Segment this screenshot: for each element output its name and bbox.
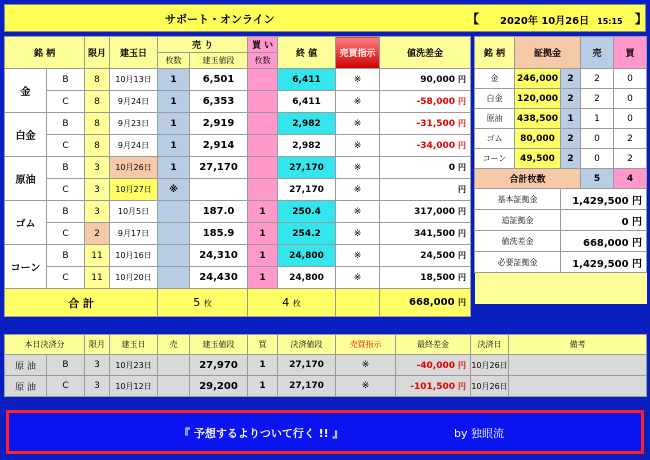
margin-amount: 120,000: [515, 89, 561, 109]
bottom-header-biko: 備考: [509, 335, 647, 355]
banner-message: 『 予想するよりついて行く !! 』: [179, 427, 344, 440]
side-header-meigara: 銘 柄: [475, 37, 515, 69]
margin-table: [474, 36, 647, 304]
row-month: 11: [85, 245, 110, 267]
row-signal: ※: [336, 267, 380, 289]
side-header-uri: 売: [581, 37, 614, 69]
summary-value: 1,429,500 円: [561, 189, 647, 210]
side-header-shokokin: 証拠金: [515, 37, 581, 69]
row-diff-yen: 円: [458, 163, 467, 172]
summary-row: [475, 231, 647, 252]
bracket-close: 】: [635, 12, 648, 26]
margin-sell: 1: [581, 109, 614, 129]
row-diff-yen: 円: [458, 251, 467, 260]
settled-commodity: 原 油: [5, 376, 47, 397]
row-diff-value: 18,500: [420, 273, 456, 283]
row-bc: B: [47, 157, 85, 179]
row-date: 9月24日: [110, 135, 158, 157]
total-label: 合 計: [5, 289, 158, 317]
row-signal: ※: [336, 135, 380, 157]
row-buy-count: [248, 135, 278, 157]
row-diff: [380, 135, 471, 157]
margin-count: 2: [561, 89, 581, 109]
row-diff-yen: 円: [458, 273, 467, 282]
row-sell-count: [158, 267, 190, 289]
bottom-header-uri: 売: [158, 335, 190, 355]
margin-sell: 2: [581, 69, 614, 89]
datetime: [500, 12, 623, 27]
row-signal: ※: [336, 157, 380, 179]
row-diff-yen: 円: [458, 119, 467, 128]
table-row: [5, 223, 471, 245]
row-month: 3: [85, 179, 110, 201]
margin-sell: 0: [581, 129, 614, 149]
summary-label: 値洗差金: [475, 231, 561, 252]
row-signal: ※: [336, 69, 380, 91]
bottom-header-kessai-nedan: 決済値段: [278, 335, 336, 355]
margin-amount: 49,500: [515, 149, 561, 169]
bottom-header-baibai: 売買指示: [336, 335, 396, 355]
settled-note: [509, 355, 647, 376]
settled-buy: 1: [248, 376, 278, 397]
summary-label: 追証拠金: [475, 210, 561, 231]
row-date: 10月13日: [110, 69, 158, 91]
settled-sell: [158, 376, 190, 397]
title-bar: [4, 4, 646, 32]
total-buy-value: 4: [282, 296, 290, 309]
settled-date: 10月12日: [110, 376, 158, 397]
row-diff: [380, 223, 471, 245]
table-row: [5, 245, 471, 267]
summary-label: 必要証拠金: [475, 252, 561, 273]
margin-commodity: 原油: [475, 109, 515, 129]
margin-count: 1: [561, 109, 581, 129]
row-close: 6,411: [278, 91, 336, 113]
table-row: [5, 69, 471, 91]
row-bc: B: [47, 201, 85, 223]
time-text: 15:15: [597, 17, 623, 26]
row-month: 3: [85, 157, 110, 179]
margin-commodity: コーン: [475, 149, 515, 169]
row-diff: [380, 179, 471, 201]
settled-kdate: 10月26日: [471, 376, 509, 397]
summary-value: 668,000 円: [561, 231, 647, 252]
row-close: 254.2: [278, 223, 336, 245]
row-diff-value: -58,000: [416, 97, 456, 107]
settled-final: [396, 355, 471, 376]
row-price: 185.9: [190, 223, 248, 245]
settled-kdate: 10月26日: [471, 355, 509, 376]
margin-amount: 80,000: [515, 129, 561, 149]
margin-buy: 2: [614, 129, 647, 149]
row-diff-value: -31,500: [416, 119, 456, 129]
settled-row: [5, 355, 647, 376]
table-row: [5, 135, 471, 157]
row-price: 187.0: [190, 201, 248, 223]
row-diff-value: 317,000: [414, 207, 456, 217]
row-signal: ※: [336, 179, 380, 201]
total-sell-unit: 枚: [203, 299, 212, 308]
row-bc: C: [47, 267, 85, 289]
margin-count: 2: [561, 129, 581, 149]
row-date: 10月16日: [110, 245, 158, 267]
total-blank: [336, 289, 380, 317]
table-row: [5, 201, 471, 223]
row-diff-value: -34,000: [416, 141, 456, 151]
margin-count: 2: [561, 69, 581, 89]
row-date: 9月17日: [110, 223, 158, 245]
row-signal: ※: [336, 223, 380, 245]
row-close: 2,982: [278, 113, 336, 135]
row-bc: C: [47, 179, 85, 201]
header-sasa: 値洗差金: [380, 37, 471, 69]
commodity-name: 原油: [5, 157, 47, 201]
bottom-header-nedan: 建玉値段: [190, 335, 248, 355]
margin-row: [475, 129, 647, 149]
row-month: 8: [85, 135, 110, 157]
margin-row: [475, 89, 647, 109]
settled-signal: ※: [336, 376, 396, 397]
row-close: 250.4: [278, 201, 336, 223]
settled-date: 10月23日: [110, 355, 158, 376]
row-price: 24,430: [190, 267, 248, 289]
margin-buy: 0: [614, 69, 647, 89]
settled-month: 3: [85, 376, 110, 397]
settled-settle-price: 27,170: [278, 355, 336, 376]
row-diff-yen: 円: [458, 207, 467, 216]
total-sell: [158, 289, 248, 317]
commodity-name: ゴム: [5, 201, 47, 245]
row-diff-yen: 円: [458, 141, 467, 150]
header-owarine: 終 値: [278, 37, 336, 69]
row-diff: [380, 113, 471, 135]
row-buy-count: 1: [248, 223, 278, 245]
total-buy-unit: 枚: [292, 299, 301, 308]
margin-buy: 2: [614, 149, 647, 169]
settled-final-yen: 円: [458, 381, 466, 391]
row-sell-count: 1: [158, 113, 190, 135]
row-buy-count: 1: [248, 201, 278, 223]
summary-row: [475, 210, 647, 231]
bottom-header-kai: 買: [248, 335, 278, 355]
row-date: 10月5日: [110, 201, 158, 223]
row-price: 24,310: [190, 245, 248, 267]
row-month: 8: [85, 113, 110, 135]
margin-commodity: 白金: [475, 89, 515, 109]
row-diff-yen: 円: [458, 185, 467, 194]
row-diff: [380, 267, 471, 289]
margin-amount: 438,500: [515, 109, 561, 129]
settled-settle-price: 27,170: [278, 376, 336, 397]
side-spacer: [475, 273, 647, 304]
row-diff-value: 341,500: [414, 229, 456, 239]
row-date: 9月23日: [110, 113, 158, 135]
side-header-kai: 買: [614, 37, 647, 69]
table-row: [5, 91, 471, 113]
row-diff-yen: 円: [458, 229, 467, 238]
commodity-name: 白金: [5, 113, 47, 157]
signal-header-button[interactable]: 売買指示: [336, 37, 380, 69]
row-buy-count: [248, 91, 278, 113]
settled-table: [4, 334, 647, 397]
margin-commodity: 金: [475, 69, 515, 89]
total-diff-yen: 円: [458, 298, 467, 307]
row-buy-count: [248, 179, 278, 201]
bottom-header-tategyokubi: 建玉日: [110, 335, 158, 355]
row-month: 8: [85, 69, 110, 91]
row-close: 2,982: [278, 135, 336, 157]
row-bc: C: [47, 91, 85, 113]
settled-final-yen: 円: [458, 360, 466, 370]
summary-row: [475, 252, 647, 273]
row-date: 10月27日: [110, 179, 158, 201]
summary-value: 1,429,500 円: [561, 252, 647, 273]
row-diff: [380, 245, 471, 267]
row-signal: ※: [336, 201, 380, 223]
row-sell-count: 1: [158, 135, 190, 157]
row-close: 24,800: [278, 267, 336, 289]
margin-commodity: ゴム: [475, 129, 515, 149]
row-month: 11: [85, 267, 110, 289]
header-buy-count: 枚数: [248, 53, 278, 69]
row-diff-value: 90,000: [420, 75, 456, 85]
summary-row: [475, 189, 647, 210]
margin-count: 2: [561, 149, 581, 169]
total-diff-value: 668,000: [409, 297, 455, 308]
row-diff: [380, 69, 471, 91]
table-row: [5, 157, 471, 179]
row-sell-count: ※: [158, 179, 190, 201]
margin-sell: 2: [581, 89, 614, 109]
settled-final-value: -101,500: [410, 381, 455, 392]
row-price: 6,501: [190, 69, 248, 91]
settled-final-value: -40,000: [416, 360, 455, 371]
summary-value: 0 円: [561, 210, 647, 231]
gokei-label: 合計枚数: [475, 169, 581, 189]
bottom-header-kessai: 本日決済分: [5, 335, 85, 355]
row-sell-count: [158, 223, 190, 245]
row-price: 2,914: [190, 135, 248, 157]
settled-commodity: 原 油: [5, 355, 47, 376]
bottom-header-gengetsu: 限月: [85, 335, 110, 355]
row-bc: C: [47, 223, 85, 245]
row-diff: [380, 91, 471, 113]
header-sell-count: 枚数: [158, 53, 190, 69]
row-diff-value: 0: [448, 163, 456, 173]
table-row: [5, 113, 471, 135]
row-month: 2: [85, 223, 110, 245]
margin-buy: 0: [614, 109, 647, 129]
row-price: 6,353: [190, 91, 248, 113]
margin-row: [475, 69, 647, 89]
margin-row: [475, 149, 647, 169]
commodity-name: コーン: [5, 245, 47, 289]
row-bc: B: [47, 113, 85, 135]
gokei-buy: 4: [614, 169, 647, 189]
table-row: [5, 179, 471, 201]
settled-price: 27,970: [190, 355, 248, 376]
gokei-sell: 5: [581, 169, 614, 189]
settled-bc: B: [47, 355, 85, 376]
row-buy-count: [248, 113, 278, 135]
row-sell-count: 1: [158, 91, 190, 113]
row-close: 27,170: [278, 157, 336, 179]
row-bc: C: [47, 135, 85, 157]
row-date: 9月24日: [110, 91, 158, 113]
row-buy-count: [248, 69, 278, 91]
row-sell-count: [158, 201, 190, 223]
row-bc: B: [47, 245, 85, 267]
settled-bc: C: [47, 376, 85, 397]
summary-label: 基本証拠金: [475, 189, 561, 210]
header-tategyokubi: 建玉日: [110, 37, 158, 69]
row-month: 3: [85, 201, 110, 223]
total-sell-value: 5: [193, 296, 201, 309]
header-meigara: 銘 柄: [5, 37, 85, 69]
date-text: 2020年 10月26日: [500, 16, 590, 27]
app-title: サポート・オンライン: [165, 13, 275, 26]
row-buy-count: 1: [248, 245, 278, 267]
settled-sell: [158, 355, 190, 376]
row-diff: [380, 201, 471, 223]
settled-price: 29,200: [190, 376, 248, 397]
header-uri: 売 り: [158, 37, 248, 53]
settled-month: 3: [85, 355, 110, 376]
margin-amount: 246,000: [515, 69, 561, 89]
row-price: 2,919: [190, 113, 248, 135]
row-signal: ※: [336, 113, 380, 135]
margin-buy: 0: [614, 89, 647, 109]
motto-banner: [6, 410, 644, 454]
header-price: 建玉値段: [190, 53, 248, 69]
row-signal: ※: [336, 245, 380, 267]
row-buy-count: 1: [248, 267, 278, 289]
row-diff-yen: 円: [458, 97, 467, 106]
settled-final: [396, 376, 471, 397]
commodity-name: 金: [5, 69, 47, 113]
bottom-header-saishu: 最終差金: [396, 335, 471, 355]
row-buy-count: [248, 157, 278, 179]
positions-table: [4, 36, 471, 317]
row-close: 6,411: [278, 69, 336, 91]
row-sell-count: [158, 245, 190, 267]
header-kai: 買 い: [248, 37, 278, 53]
row-close: 24,800: [278, 245, 336, 267]
total-buy: [248, 289, 336, 317]
margin-row: [475, 109, 647, 129]
banner-author: by 独眼流: [454, 427, 504, 440]
row-diff: [380, 157, 471, 179]
bottom-header-kessaibi: 決済日: [471, 335, 509, 355]
settled-buy: 1: [248, 355, 278, 376]
settled-row: [5, 376, 647, 397]
settled-signal: ※: [336, 355, 396, 376]
total-diff: [380, 289, 471, 317]
row-diff-yen: 円: [458, 75, 467, 84]
margin-sell: 0: [581, 149, 614, 169]
settled-note: [509, 376, 647, 397]
row-month: 8: [85, 91, 110, 113]
row-close: 27,170: [278, 179, 336, 201]
row-signal: ※: [336, 91, 380, 113]
row-sell-count: 1: [158, 69, 190, 91]
row-price: 27,170: [190, 157, 248, 179]
row-diff-value: 24,500: [420, 251, 456, 261]
row-date: 10月20日: [110, 267, 158, 289]
bracket-open: 【: [467, 12, 480, 26]
row-sell-count: 1: [158, 157, 190, 179]
table-row: [5, 267, 471, 289]
row-bc: B: [47, 69, 85, 91]
row-price: [190, 179, 248, 201]
row-date: 10月26日: [110, 157, 158, 179]
header-gengetsu: 限月: [85, 37, 110, 69]
